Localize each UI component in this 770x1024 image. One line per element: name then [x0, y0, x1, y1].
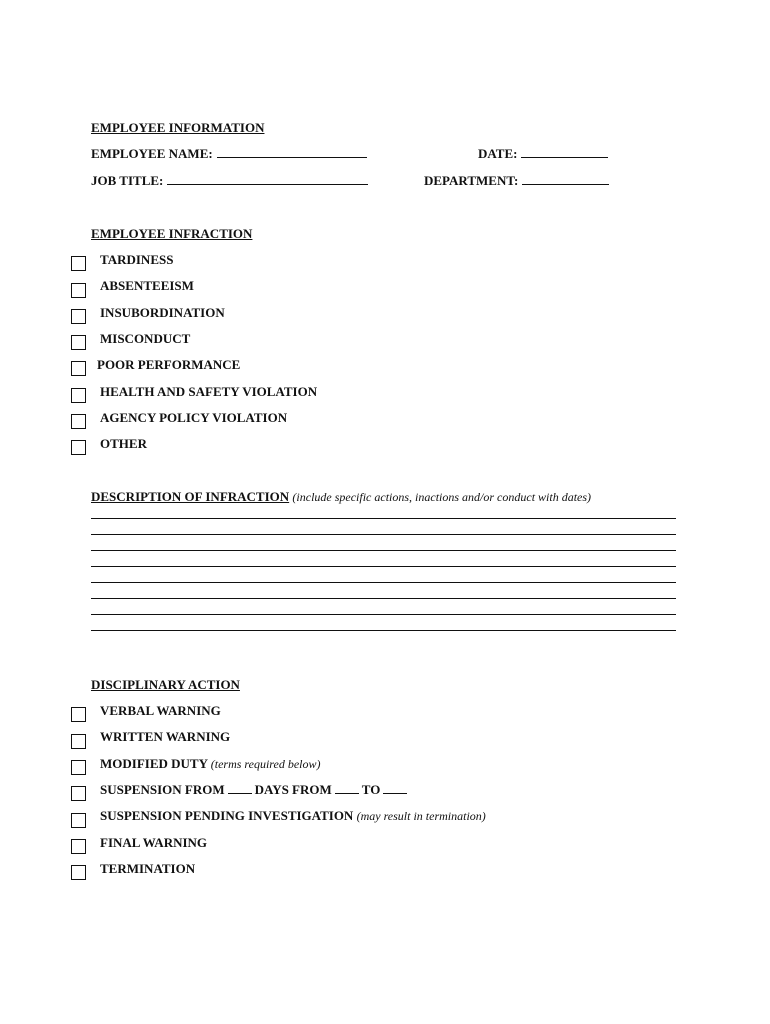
other-checkbox[interactable]	[71, 440, 86, 455]
job-title-label: JOB TITLE:	[91, 173, 164, 188]
suspension-end-field[interactable]	[383, 782, 407, 794]
disciplinary-action-heading: DISCIPLINARY ACTION	[91, 677, 240, 692]
employee-information-heading: EMPLOYEE INFORMATION	[91, 120, 265, 135]
insubordination-label: INSUBORDINATION	[100, 305, 225, 320]
department-label: DEPARTMENT:	[424, 173, 519, 188]
other-label: OTHER	[100, 436, 147, 451]
misconduct-checkbox[interactable]	[71, 335, 86, 350]
employee-name-row	[91, 146, 367, 162]
description-line-1[interactable]	[91, 518, 676, 519]
department-row	[424, 173, 609, 189]
health-safety-label: HEALTH AND SAFETY VIOLATION	[100, 384, 318, 399]
to-label: TO	[361, 782, 381, 797]
employee-name-label: EMPLOYEE NAME:	[91, 146, 213, 161]
termination-label: TERMINATION	[100, 861, 196, 876]
poor-performance-checkbox[interactable]	[71, 361, 86, 376]
modified-duty-note: (terms required below)	[210, 757, 321, 771]
suspension-checkbox[interactable]	[71, 786, 86, 801]
final-warning-label: FINAL WARNING	[100, 835, 208, 850]
suspension-days-field[interactable]	[228, 782, 252, 794]
absenteeism-label: ABSENTEEISM	[100, 278, 194, 293]
job-title-field[interactable]	[167, 173, 368, 185]
date-label: DATE:	[478, 146, 518, 161]
days-from-label: DAYS FROM	[254, 782, 332, 797]
modified-duty-checkbox[interactable]	[71, 760, 86, 775]
job-title-row	[91, 173, 368, 189]
description-heading: DESCRIPTION OF INFRACTION	[91, 489, 290, 504]
employee-name-field[interactable]	[217, 146, 367, 158]
modified-duty-label: MODIFIED DUTY	[100, 756, 208, 771]
agency-policy-label: AGENCY POLICY VIOLATION	[100, 410, 288, 425]
date-field[interactable]	[521, 146, 608, 158]
agency-policy-checkbox[interactable]	[71, 414, 86, 429]
description-note: (include specific actions, inactions and/or conduct with dates)	[292, 490, 592, 504]
suspension-pending-note: (may result in termination)	[356, 809, 486, 823]
written-warning-checkbox[interactable]	[71, 734, 86, 749]
description-line-3[interactable]	[91, 550, 676, 551]
health-safety-checkbox[interactable]	[71, 388, 86, 403]
description-line-6[interactable]	[91, 598, 676, 599]
suspension-pending-row	[100, 808, 486, 824]
verbal-warning-label: VERBAL WARNING	[100, 703, 221, 718]
description-row	[91, 489, 591, 505]
description-line-7[interactable]	[91, 614, 676, 615]
verbal-warning-checkbox[interactable]	[71, 707, 86, 722]
suspension-from-label: SUSPENSION FROM	[100, 782, 225, 797]
description-line-5[interactable]	[91, 582, 676, 583]
date-row	[478, 146, 608, 162]
suspension-pending-checkbox[interactable]	[71, 813, 86, 828]
employee-infraction-heading: EMPLOYEE INFRACTION	[91, 226, 253, 241]
absenteeism-checkbox[interactable]	[71, 283, 86, 298]
final-warning-checkbox[interactable]	[71, 839, 86, 854]
suspension-row	[100, 782, 410, 798]
description-line-8[interactable]	[91, 630, 676, 631]
termination-checkbox[interactable]	[71, 865, 86, 880]
misconduct-label: MISCONDUCT	[100, 331, 191, 346]
tardiness-label: TARDINESS	[100, 252, 174, 267]
suspension-start-field[interactable]	[335, 782, 359, 794]
written-warning-label: WRITTEN WARNING	[100, 729, 231, 744]
modified-duty-row	[100, 756, 321, 772]
poor-performance-label: POOR PERFORMANCE	[97, 357, 241, 372]
insubordination-checkbox[interactable]	[71, 309, 86, 324]
description-line-2[interactable]	[91, 534, 676, 535]
tardiness-checkbox[interactable]	[71, 256, 86, 271]
suspension-pending-label: SUSPENSION PENDING INVESTIGATION	[100, 808, 354, 823]
department-field[interactable]	[522, 173, 609, 185]
description-line-4[interactable]	[91, 566, 676, 567]
